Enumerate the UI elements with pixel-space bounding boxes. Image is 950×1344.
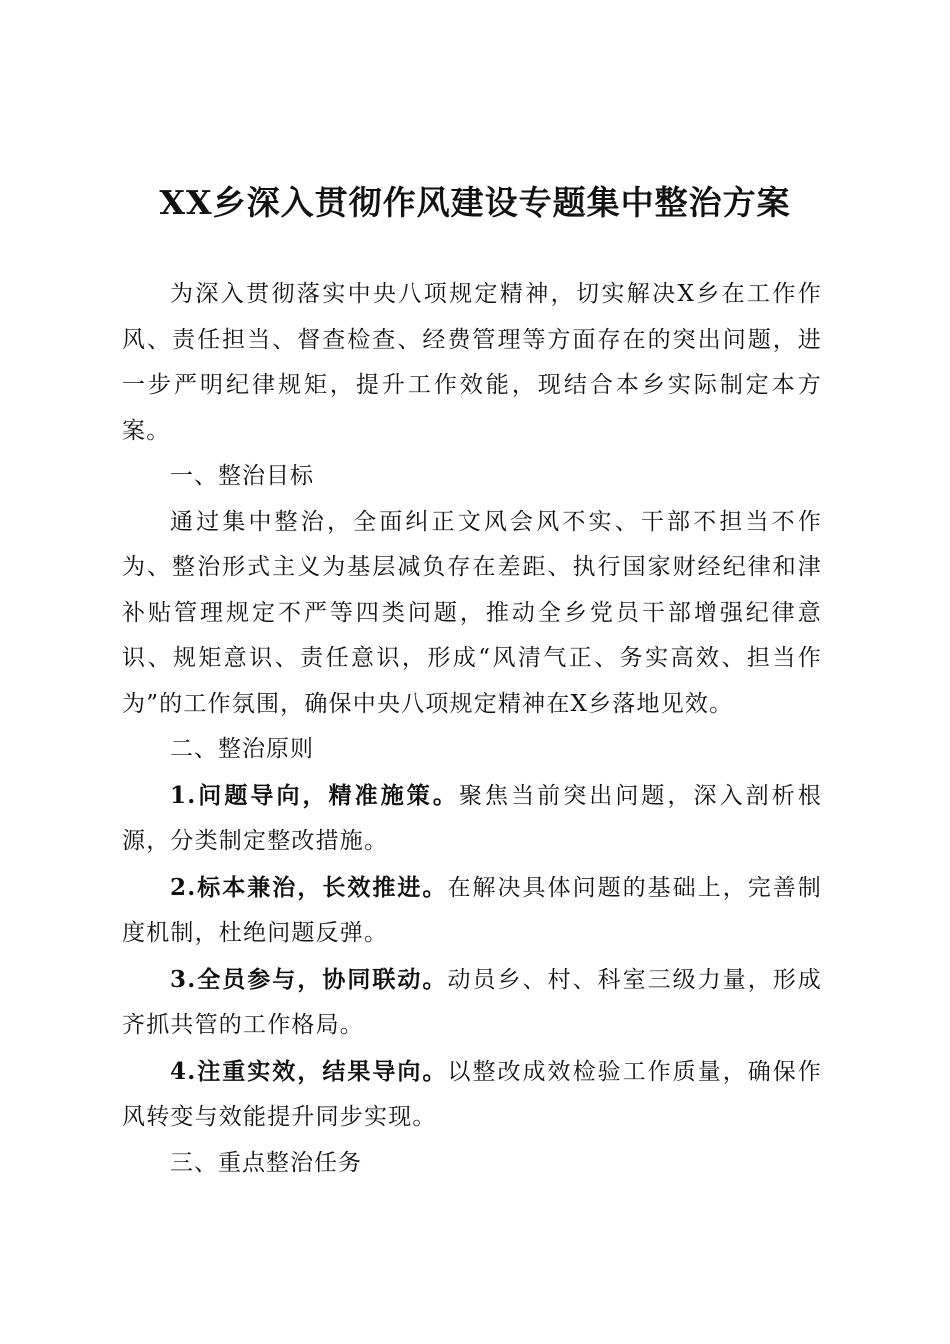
document-body [122,272,822,1186]
principle-text: 在解决具体问题的基础上，完善制度机制，杜绝问题反弹。 [122,874,822,946]
goals-paragraph: 通过集中整治，全面纠正文风会风不实、干部不担当不作为、整治形式主义为基层减负存在差距、执行国家财经纪律和津补贴管理规定不严等四类问题，推动全乡党员干部增强纪律意识、规矩意识、责任意识，形成“风清气正、务实高效、担当作为”的工作氛围，确保中央八项规定精神在X乡落地见效。 [122,508,822,717]
principle-item [122,957,822,1049]
document-title: XX乡深入贯彻作风建设专题集中整治方案 [159,183,791,222]
section-heading-tasks: 三、重点整治任务 [170,1149,362,1176]
principle-text: 以整改成效检验工作质量，确保作风转变与效能提升同步实现。 [122,1058,822,1130]
intro-paragraph: 为深入贯彻落实中央八项规定精神，切实解决X乡在工作作风、责任担当、督查检查、经费管理等方面存在的突出问题，进一步严明纪律规矩，提升工作效能，现结合本乡实际制定本方案。 [122,281,822,444]
principle-lead: 1.问题导向，精准施策。 [170,781,459,809]
principle-item [122,865,822,957]
principle-lead: 3.全员参与，协同联动。 [170,965,448,993]
principle-lead: 4.注重实效，结果导向。 [170,1057,448,1085]
principle-item [122,773,822,865]
principle-text: 动员乡、村、科室三级力量，形成齐抓共管的工作格局。 [122,966,822,1038]
principle-text: 聚焦当前突出问题，深入剖析根源，分类制定整改措施。 [122,782,822,854]
principle-lead: 2.标本兼治，长效推进。 [170,873,448,901]
section-heading-principles: 二、整治原则 [170,736,314,762]
principle-item [122,1049,822,1141]
section-heading-goals: 一、整治目标 [170,463,314,489]
